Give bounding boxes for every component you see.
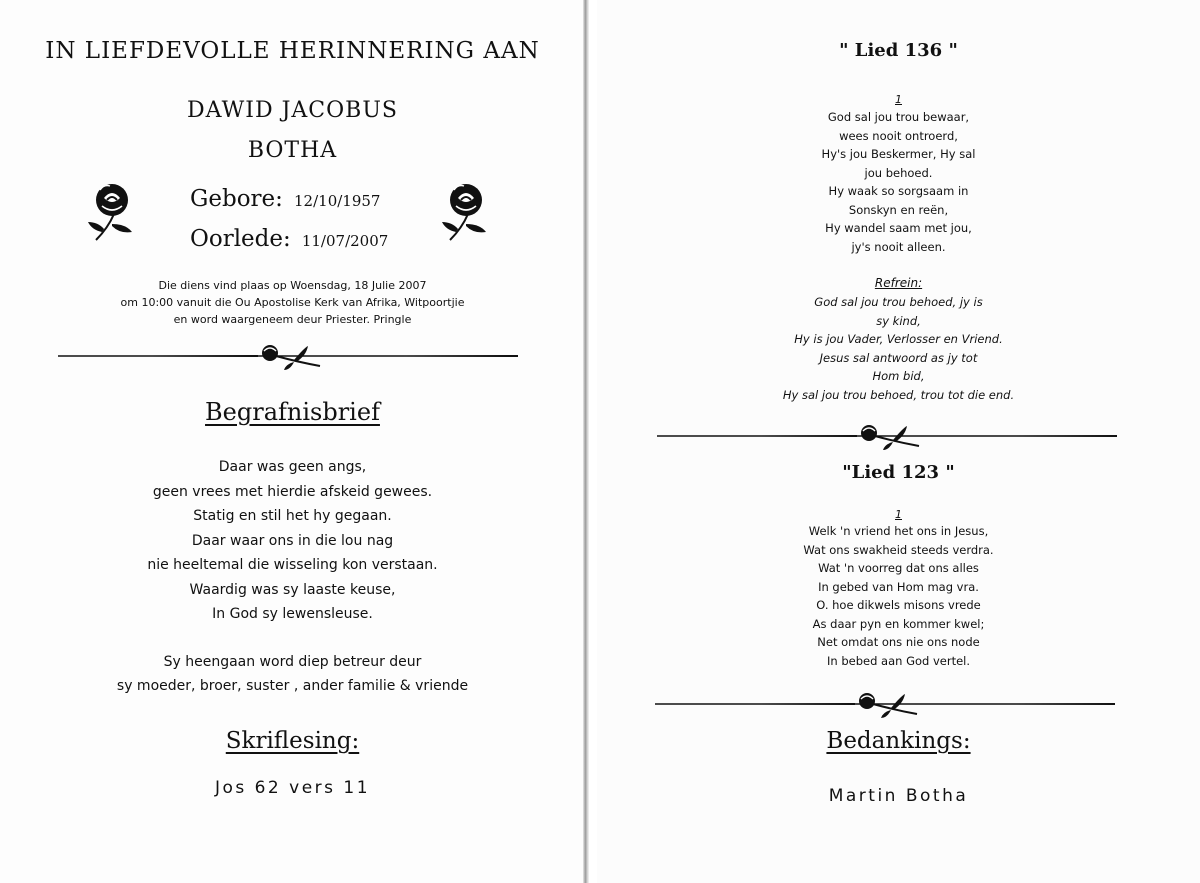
thanks-title: Bedankings:	[826, 728, 971, 754]
hymn-line: jou behoed.	[864, 165, 933, 180]
song-title-lied-123: "Lied 123 "	[842, 462, 955, 483]
mourn-line: Sy heengaan word diep betreur deur	[163, 654, 422, 670]
scripture-reference: Jos 62 vers 11	[214, 778, 371, 798]
refrain-line: Jesus sal antwoord as jy tot	[819, 350, 978, 365]
hymn-line: Hy waak so sorgsaam in	[828, 184, 969, 198]
song-title-lied-136: " Lied 136 "	[839, 40, 958, 61]
rose-divider	[655, 688, 1115, 720]
right-page	[597, 0, 1200, 883]
hymn-line: wees nooit ontroerd,	[839, 128, 958, 143]
hymn-line: Wat ons swakheid steeds verdra.	[803, 542, 994, 557]
verse-number: 1	[895, 93, 902, 106]
poem-line: Daar was geen angs,	[218, 459, 367, 475]
birth-date: 12/10/1957	[294, 192, 381, 210]
hymn-line: Net omdat ons nie ons node	[817, 635, 980, 649]
hymn-line: Hy wandel saam met jou,	[825, 221, 972, 235]
refrain-line: Hy is jou Vader, Verlosser en Vriend.	[794, 332, 1003, 346]
hymn-line: Hy's jou Beskermer, Hy sal	[821, 147, 976, 161]
section-title-begrafnisbrief: Begrafnisbrief	[205, 398, 380, 426]
funeral-poem	[0, 455, 585, 627]
rose-divider	[58, 340, 518, 372]
hymn-line: Welk 'n vriend het ons in Jesus,	[808, 524, 989, 538]
deceased-name-line2: BOTHA	[247, 138, 338, 163]
hymn-line: In gebed van Hom mag vra.	[818, 579, 979, 594]
mourn-line: sy moeder, broer, suster , ander familie & vriende	[116, 678, 469, 694]
service-line: en word waargeneem deur Priester. Pringle	[173, 313, 412, 326]
verse-number: 1	[895, 508, 902, 521]
deceased-name-line1: DAWID JACOBUS	[187, 98, 398, 123]
rose-icon	[436, 176, 494, 248]
hymn-123-verse	[597, 522, 1200, 670]
rose-icon	[82, 176, 140, 248]
hymn-line: O. hoe dikwels misons vrede	[816, 598, 981, 612]
death-label: Oorlede:	[190, 226, 291, 252]
mourners-text	[0, 650, 585, 698]
memorial-header: IN LIEFDEVOLLE HERINNERING AAN	[45, 38, 540, 64]
poem-line: Daar waar ons in die lou nag	[191, 532, 394, 549]
hymn-line: God sal jou trou bewaar,	[827, 110, 970, 124]
thanks-name: Martin Botha	[828, 786, 969, 806]
rose-divider	[657, 420, 1117, 452]
service-line: om 10:00 vanuit die Ou Apostolise Kerk van Afrika, Witpoortjie	[120, 296, 465, 309]
birth-date-row	[190, 186, 380, 212]
poem-line: In God sy lewensleuse.	[212, 606, 373, 622]
hymn-line: As daar pyn en kommer kwel;	[812, 616, 985, 631]
poem-line: nie heeltemal die wisseling kon verstaan.	[147, 557, 438, 573]
death-date: 11/07/2007	[301, 232, 389, 250]
hymn-line: Sonskyn en reën,	[848, 202, 949, 217]
page-fold	[583, 0, 589, 883]
service-line: Die diens vind plaas op Woensdag, 18 Julie 2007	[158, 279, 427, 292]
birth-label: Gebore:	[190, 186, 283, 212]
left-page	[0, 0, 585, 883]
hymn-line: Wat 'n voorreg dat ons alles	[818, 561, 979, 575]
refrain-line: Hy sal jou trou behoed, trou tot die end.	[782, 387, 1015, 402]
poem-line: Statig en stil het hy gegaan.	[193, 508, 392, 524]
refrain-text	[597, 293, 1200, 404]
service-details	[0, 277, 585, 328]
poem-line: Waardig was sy laaste keuse,	[189, 581, 396, 598]
scripture-title: Skriflesing:	[225, 728, 360, 754]
poem-line: geen vrees met hierdie afskeid gewees.	[152, 483, 433, 500]
refrain-label: Refrein:	[874, 276, 923, 290]
hymn-line: jy's nooit alleen.	[851, 239, 946, 254]
hymn-136-verse	[597, 108, 1200, 256]
refrain-line: sy kind,	[876, 313, 921, 328]
refrain-line: Hom bid,	[872, 369, 925, 383]
death-date-row	[190, 226, 388, 252]
hymn-line: In bebed aan God vertel.	[826, 653, 971, 668]
refrain-line: God sal jou trou behoed, jy is	[814, 295, 983, 309]
